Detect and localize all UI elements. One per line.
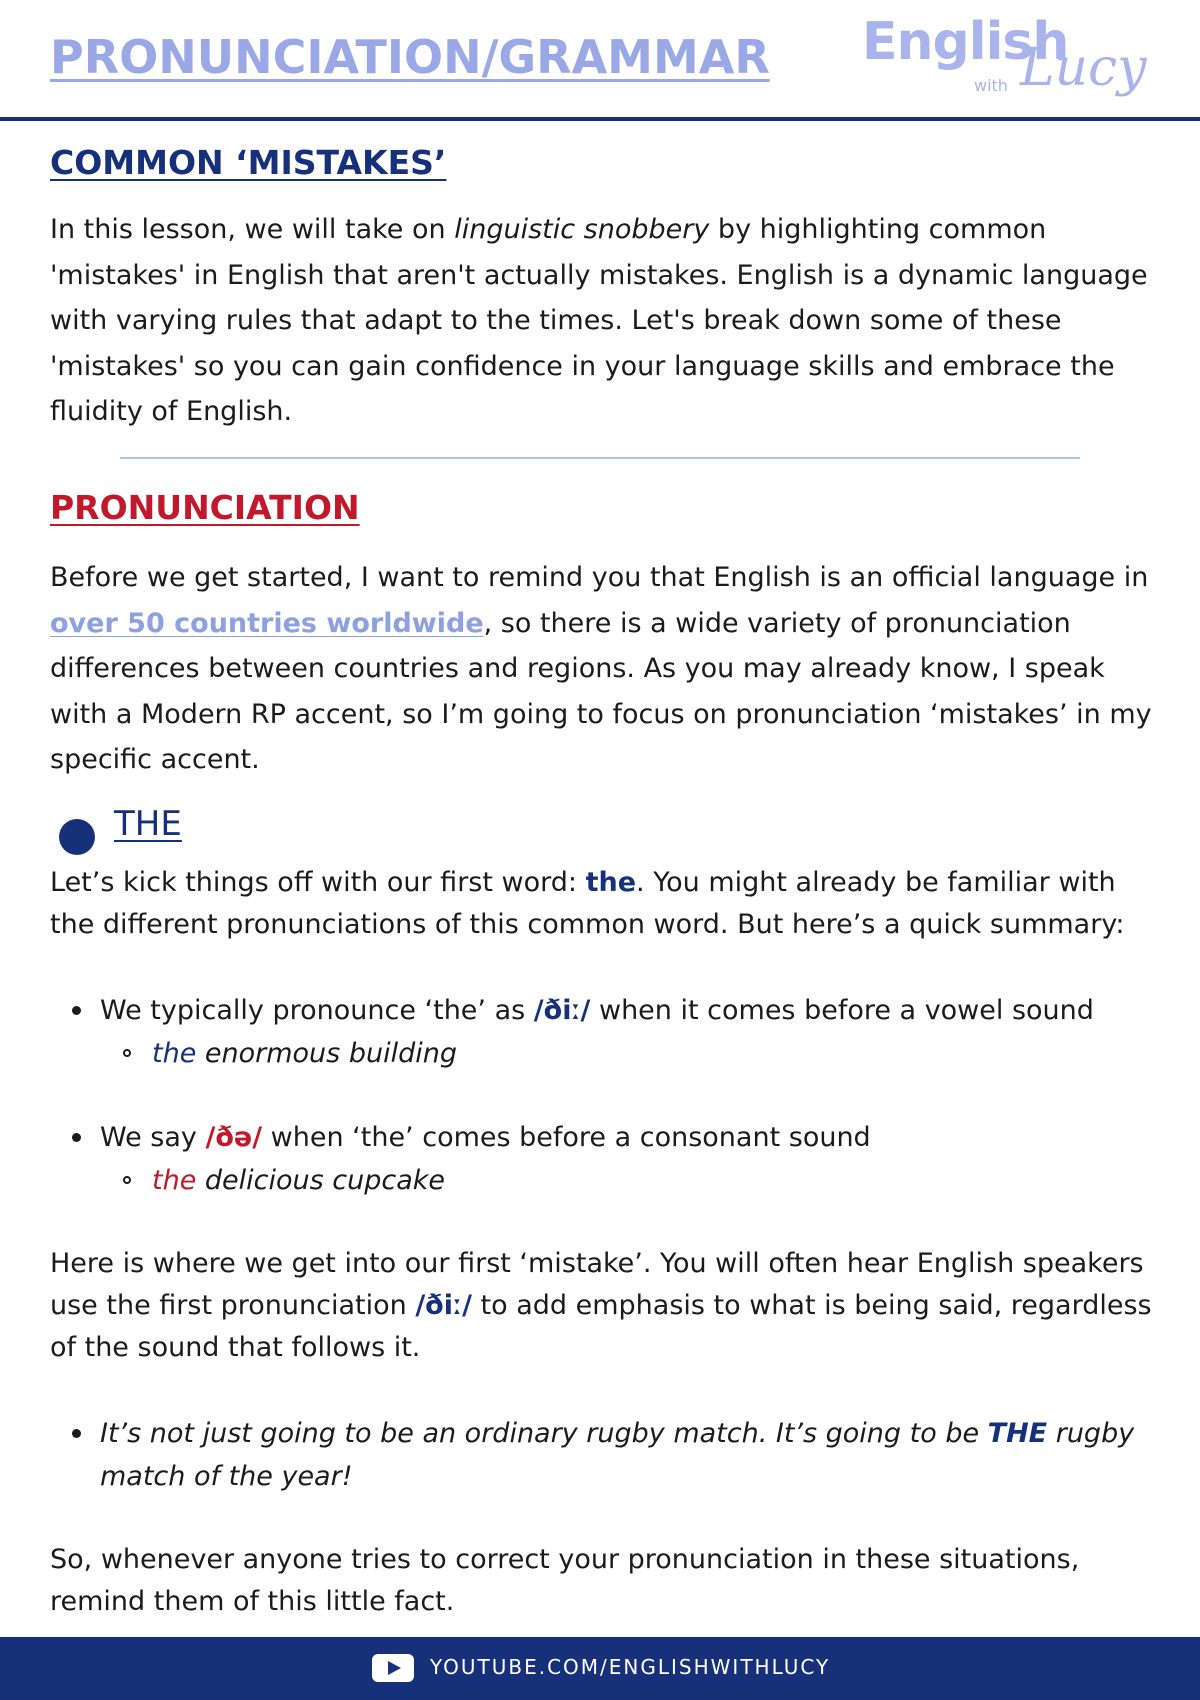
section-heading-pronunciation: PRONUNCIATION: [50, 488, 360, 527]
bullet2-text-a: We say: [100, 1122, 206, 1153]
section-divider: [120, 457, 1080, 459]
sub-list-item-consonant-example: [152, 1159, 445, 1202]
bullet1-text-a: We typically pronounce ‘the’ as: [100, 995, 534, 1026]
bullet-circle-icon: [123, 1049, 131, 1057]
bullet3-text-a: It’s not just going to be an ordinary rugby match. It’s going to be: [100, 1418, 988, 1449]
list-item-rugby-example: [100, 1412, 1160, 1498]
logo-english-text: English: [862, 12, 1069, 72]
p2-text-a: Let’s kick things off with our first word:: [50, 867, 586, 898]
emphasis-paragraph: [50, 1243, 1160, 1369]
countries-link[interactable]: over 50 countries worldwide: [50, 607, 484, 639]
youtube-channel-link[interactable]: YOUTUBE.COM/ENGLISHWITHLUCY: [430, 1655, 831, 1679]
bullet1-ipa: /ðiː/: [533, 995, 591, 1026]
intro-emphasis: linguistic snobbery: [454, 214, 710, 245]
bullet3-strong: THE: [987, 1418, 1048, 1449]
bullet3-text-b: rugby match of the year!: [100, 1418, 1135, 1492]
header-divider: [0, 117, 1200, 121]
english-with-lucy-logo: [862, 12, 1152, 108]
sub2-the: the: [152, 1165, 197, 1196]
sub1-the: the: [152, 1038, 197, 1069]
p3-text-b: to add emphasis to what is being said, regardless of the sound that follows it.: [50, 1290, 1152, 1363]
page-title: PRONUNCIATION/GRAMMAR: [50, 30, 770, 84]
bullet2-ipa: /ðə/: [205, 1122, 263, 1153]
p2-text-b: . You might already be familiar with the different pronunciations of this common word. But here’s a quick summary:: [50, 867, 1125, 940]
subheading-the: THE: [114, 804, 182, 844]
bullet1-text-b: when it comes before a vowel sound: [590, 995, 1094, 1026]
bullet-disc-icon: [72, 1133, 81, 1142]
list-item-consonant: [100, 1116, 1160, 1159]
the-intro-paragraph: [50, 862, 1160, 946]
p3-ipa: /ðiː/: [415, 1290, 472, 1321]
logo-lucy-text: Lucy: [1020, 38, 1147, 98]
youtube-icon[interactable]: [372, 1654, 414, 1682]
logo-with-text: with: [974, 76, 1008, 95]
p1-text-a: Before we get started, I want to remind you that English is an official language in: [50, 562, 1149, 593]
p2-word-the: the: [585, 867, 637, 898]
p3-text-a: Here is where we get into our first ‘mistake’. You will often hear English speakers use the first pronunciation: [50, 1248, 1144, 1321]
bullet-circle-icon: [123, 1176, 131, 1184]
sub-list-item-vowel-example: [152, 1032, 457, 1075]
bullet-disc-icon: [72, 1429, 81, 1438]
intro-paragraph: [50, 207, 1160, 435]
bullet-dot-icon: [59, 819, 95, 855]
list-item-vowel: [100, 989, 1160, 1032]
section-heading-common-mistakes: COMMON ‘MISTAKES’: [50, 143, 447, 182]
bullet2-text-b: when ‘the’ comes before a consonant sound: [262, 1122, 871, 1153]
sub1-rest: enormous building: [196, 1038, 457, 1069]
sub2-rest: delicious cupcake: [196, 1165, 446, 1196]
intro-text-b: by highlighting common 'mistakes' in English that aren't actually mistakes. English is a dynamic language with varying rules that adapt to the times. Let's break down some of these 'mistakes' so you can gain confidence in your language skills and embrace the fluidity of English.: [50, 214, 1148, 427]
closing-paragraph: So, whenever anyone tries to correct your pronunciation in these situations, remind them of this little fact.: [50, 1544, 1080, 1617]
pronunciation-intro-paragraph: [50, 555, 1160, 783]
bullet-disc-icon: [72, 1006, 81, 1015]
page-header: [0, 0, 1200, 120]
p1-text-b: , so there is a wide variety of pronunciation differences between countries and regions. As you may already know, I speak with a Modern RP accent, so I’m going to focus on pronunciation ‘mistakes’ in my specific accent.: [50, 607, 1152, 775]
intro-text-a: In this lesson, we will take on: [50, 214, 455, 245]
page-footer: [0, 1637, 1200, 1700]
